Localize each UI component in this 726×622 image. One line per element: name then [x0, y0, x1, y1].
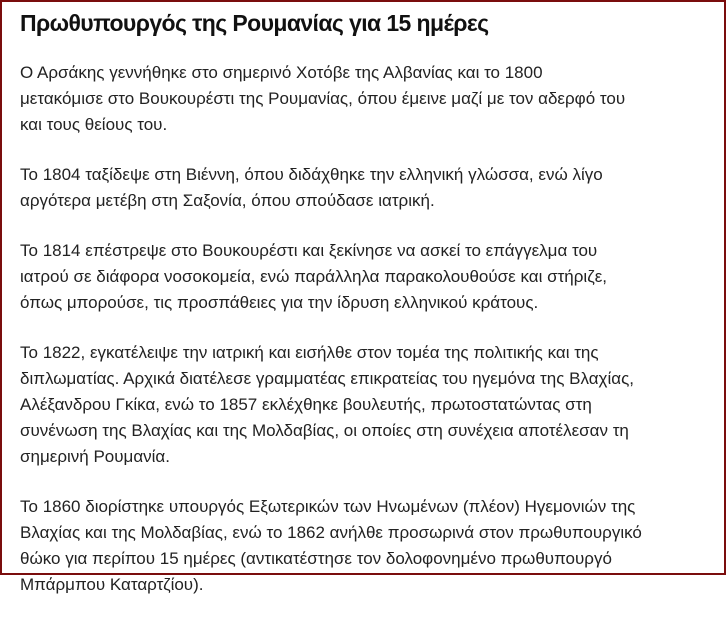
- paragraph-line: θώκο για περίπου 15 ημέρες (αντικατέστησε τον δολοφονημένο πρωθυπουργό: [20, 549, 612, 568]
- paragraph-line: αργότερα μετέβη στη Σαξονία, όπου σπούδασε ιατρική.: [20, 191, 435, 210]
- paragraph-politics: [20, 340, 720, 470]
- paragraph-medicine: [20, 238, 720, 316]
- paragraph-line: Το 1822, εγκατέλειψε την ιατρική και εισήλθε στον τομέα της πολιτικής και της: [20, 343, 599, 362]
- paragraph-line: και τους θείους του.: [20, 115, 168, 134]
- paragraph-line: Ο Αρσάκης γεννήθηκε στο σημερινό Χοτόβε της Αλβανίας και το 1800: [20, 63, 543, 82]
- paragraph-line: ιατρού σε διάφορα νοσοκομεία, ενώ παράλληλα παρακολουθούσε και στήριζε,: [20, 267, 607, 286]
- paragraph-line: συνένωση της Βλαχίας και της Μολδαβίας, οι οποίες στη συνέχεια αποτέλεσαν τη: [20, 421, 629, 440]
- paragraph-birth: [20, 60, 720, 138]
- paragraph-line: Το 1860 διορίστηκε υπουργός Εξωτερικών των Ηνωμένων (πλέον) Ηγεμονιών της: [20, 497, 636, 516]
- paragraph-line: Το 1814 επέστρεψε στο Βουκουρέστι και ξεκίνησε να ασκεί το επάγγελμα του: [20, 241, 598, 260]
- paragraph-studies: [20, 162, 720, 214]
- paragraph-line: όπως μπορούσε, τις προσπάθειες για την ίδρυση ελληνικού κράτους.: [20, 293, 539, 312]
- paragraph-line: Αλέξανδρου Γκίκα, ενώ το 1857 εκλέχθηκε βουλευτής, πρωτοστατώντας στη: [20, 395, 592, 414]
- paragraph-line: Μπάρμπου Καταρτζίου).: [20, 575, 204, 594]
- paragraph-line: διπλωματίας. Αρχικά διατέλεσε γραμματέας επικρατείας του ηγεμόνα της Βλαχίας,: [20, 369, 634, 388]
- paragraph-line: μετακόμισε στο Βουκουρέστι της Ρουμανίας, όπου έμεινε μαζί με τον αδερφό του: [20, 89, 626, 108]
- paragraph-line: Το 1804 ταξίδεψε στη Βιέννη, όπου διδάχθηκε την ελληνική γλώσσα, ενώ λίγο: [20, 165, 603, 184]
- paragraph-prime-minister: [20, 494, 720, 598]
- article-title: Πρωθυπουργός της Ρουμανίας για 15 ημέρες: [20, 10, 489, 36]
- paragraph-line: σημερινή Ρουμανία.: [20, 447, 170, 466]
- article-body: [20, 60, 720, 622]
- paragraph-line: Βλαχίας και της Μολδαβίας, ενώ το 1862 ανήλθε προσωρινά στον πρωθυπουργικό: [20, 523, 642, 542]
